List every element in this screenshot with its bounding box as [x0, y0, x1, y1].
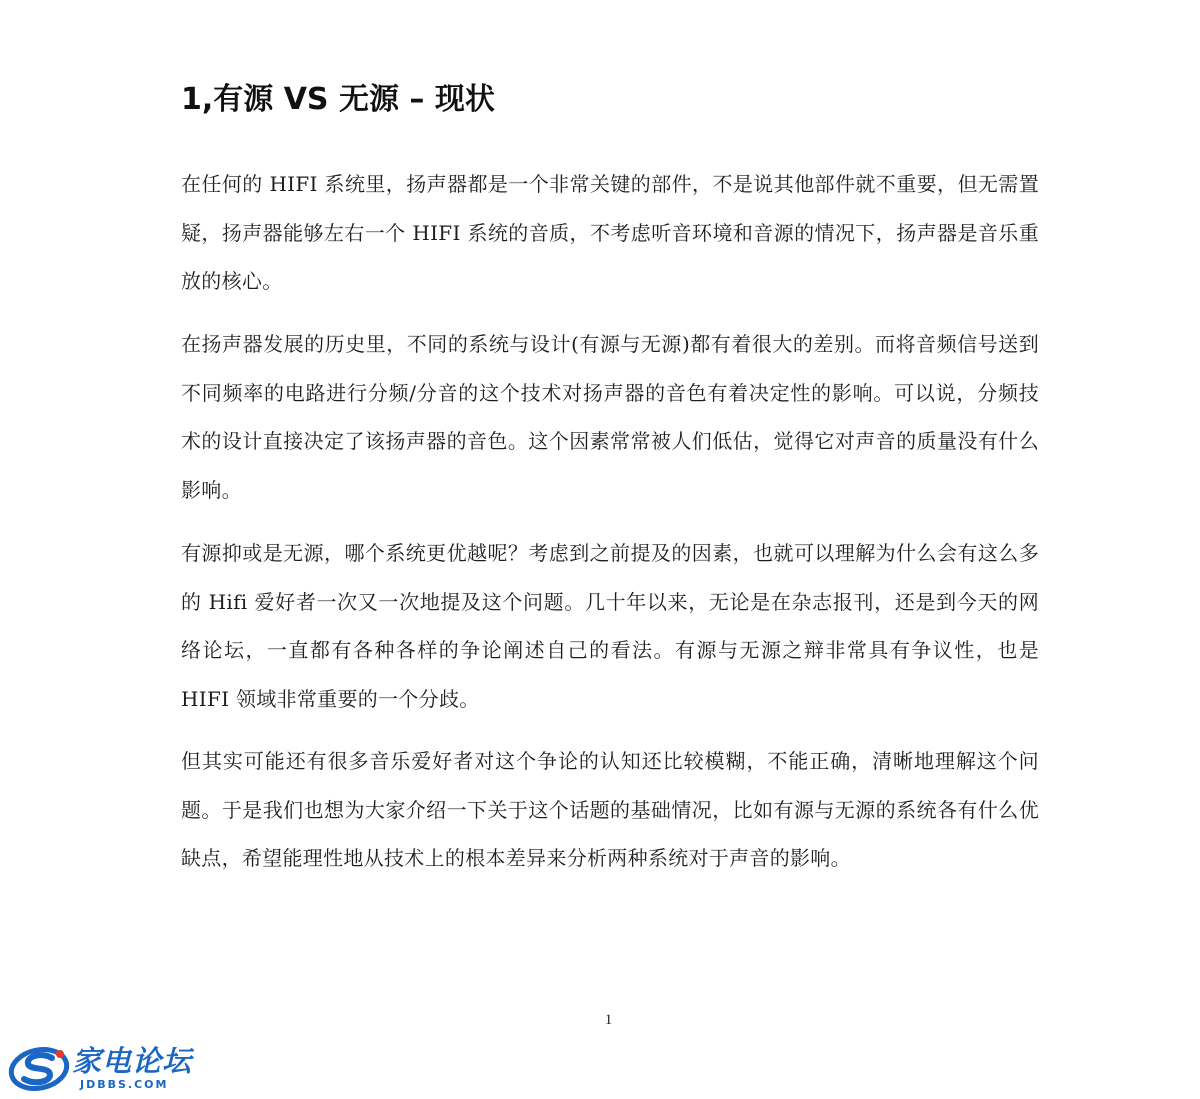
jdbbs-logo-icon: [8, 1044, 74, 1094]
page-number: 1: [604, 1012, 613, 1028]
page-title: 1,有源 VS 无源 – 现状: [181, 82, 495, 117]
paragraph-2: 在扬声器发展的历史里，不同的系统与设计(有源与无源)都有着很大的差别。而将音频信号送到不同频率的电路进行分频/分音的这个技术对扬声器的音色有着决定性的影响。可以说，分频技术的设计直接决定了该扬声器的音色。这个因素常常被人们低估，觉得它对声音的质量没有什么影响。: [181, 332, 1039, 502]
site-watermark: [8, 1042, 198, 1096]
paragraph-3: 有源抑或是无源，哪个系统更优越呢？考虑到之前提及的因素，也就可以理解为什么会有这么多的 Hifi 爱好者一次又一次地提及这个问题。几十年以来，无论是在杂志报刊，还是到今天的网络论坛，一直都有各种各样的争论阐述自己的看法。有源与无源之辩非常具有争议性，也是 HIFI 领域非常重要的一个分歧。: [181, 541, 1039, 711]
paragraph-4: 但其实可能还有很多音乐爱好者对这个争论的认知还比较模糊，不能正确，清晰地理解这个问题。于是我们也想为大家介绍一下关于这个话题的基础情况，比如有源与无源的系统各有什么优缺点，希望能理性地从技术上的根本差异来分析两种系统对于声音的影响。: [181, 749, 1039, 870]
watermark-domain: JDBBS.COM: [80, 1078, 169, 1091]
watermark-site-name: 家电论坛: [72, 1044, 193, 1078]
paragraph-1: 在任何的 HIFI 系统里，扬声器都是一个非常关键的部件，不是说其他部件就不重要，但无需置疑，扬声器能够左右一个 HIFI 系统的音质，不考虑听音环境和音源的情况下，扬声器是音乐重放的核心。: [181, 172, 1039, 293]
